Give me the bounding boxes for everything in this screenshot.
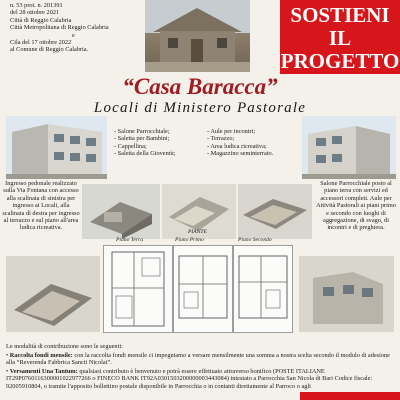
feature-item: - Saletta per Bambini; xyxy=(114,135,204,142)
auth-line: n. 53 prot. n. 201391 xyxy=(10,2,63,9)
feature-item: - Salone Parrocchiale; xyxy=(114,128,204,135)
contribution-modalities xyxy=(6,352,398,390)
support-project-banner xyxy=(280,0,400,74)
plan-label-terra: Piano Terra xyxy=(116,237,143,243)
modality-title: Versamenti Una Tantum: xyxy=(9,367,78,375)
feature-item: - Cappellina; xyxy=(114,143,204,150)
modality-item: • Raccolta fondi mensile: con la raccolta fondi mensile ci impegniamo a versare mensilmente una somma a nostra scelta secondo il modulo di adesione alla “Reverenda Fabbrica Sancti Nicolai”. xyxy=(6,352,390,367)
plan-label-piante: PIANTE xyxy=(188,229,207,235)
banner-line: IL xyxy=(328,26,352,50)
plan-label-secondo: Piano Secondo xyxy=(238,237,272,243)
render-hall xyxy=(238,184,312,239)
banner-line: SOSTIENI xyxy=(290,3,390,27)
banner-line: PROGETTO xyxy=(280,49,400,73)
auth-line: Cila del 17 ottobre 2022 xyxy=(10,39,72,47)
red-footer-bar xyxy=(300,392,400,400)
project-subtitle: Locali di Ministero Pastorale xyxy=(93,100,307,116)
building-render-right xyxy=(302,116,396,179)
feature-item: - Terrazzo; xyxy=(207,135,297,142)
barn-photo xyxy=(145,0,250,72)
ground-floor-plan xyxy=(103,245,173,333)
feature-item: - Saletta della Gioventù; xyxy=(114,150,204,157)
authorization-text xyxy=(10,2,150,54)
left-bottom-render xyxy=(6,256,100,332)
auth-line: Città Metropolitana di Reggio Calabria xyxy=(10,24,109,32)
contribution-intro: Le modalità di contribuzione sono le seguenti: xyxy=(6,343,123,350)
auth-line: al Comune di Reggio Calabria. xyxy=(10,46,89,54)
pedestrian-entrance-description: Ingresso pedonale realizzato sulla Via Fontana con accesso alla scalinata di sinistra per ingresso ai Locali, alla scalinata di destra per ingresso al terrazzo e sul piano all'area ludica ricreativa. xyxy=(2,180,80,232)
feature-item: - Magazzino seminterrato. xyxy=(207,150,297,157)
right-bottom-render xyxy=(299,256,394,332)
auth-line: del 28 ottobre 2021 xyxy=(10,9,60,17)
modality-text: qualsiasi contributo è benvenuto e potrà essere effettuato attraverso bonifico (POSTE ITALIANE IT29P0760116300001022977266 o FINECO BANK IT92A0301503200000003443084) intestato a Parrocchia San Nicola di Bari Codice fiscale: 92005910804, o tramite l'apposito bollettino postale disponibile in Parrocchia o in contanti direttamente al Parroco o agli xyxy=(6,367,373,390)
first-floor-plan xyxy=(173,245,233,333)
building-render-left xyxy=(6,116,107,179)
modality-item: • Versamenti Una Tantum: qualsiasi contributo è benvenuto e potrà essere effettuato attraverso bonifico (POSTE ITALIANE IT29P0760116300001022977266 o FINECO BANK IT92A0301503200000003443084) intestato a Parrocchia San Nicola di Bari Codice fiscale: 92005910804, o tramite l'apposito bollettino postale disponibile in Parrocchia o in contanti direttamente al Parroco o agli xyxy=(6,367,373,390)
features-left-list xyxy=(114,128,204,158)
project-title: “Casa Baracca” xyxy=(122,74,278,99)
render-entrance xyxy=(82,184,160,239)
feature-item: - Aule per incontri; xyxy=(207,128,297,135)
second-floor-plan xyxy=(233,245,293,333)
modality-title: Raccolta fondi mensile: xyxy=(9,352,73,359)
feature-item: - Area ludica ricreativa; xyxy=(207,143,297,150)
features-right-list xyxy=(207,128,297,158)
plan-label-primo: Piano Primo xyxy=(175,237,204,243)
hall-description: Salone Parrocchiale posto al piano terra con servizi ed accessori completi. Aule per Attività Pastorali ai piani primo e secondo con luoghi di aggregazione, di svago, di incontri e di preghiera. xyxy=(316,180,396,232)
auth-line: e xyxy=(72,31,75,39)
modality-text: con la raccolta fondi mensile ci impegniamo a versare mensilmente una somma a nostra scelta secondo il modulo di adesione alla “Reverenda Fabbrica Sancti Nicolai”. xyxy=(6,352,390,367)
auth-line: Città di Reggio Calabria xyxy=(10,16,72,24)
